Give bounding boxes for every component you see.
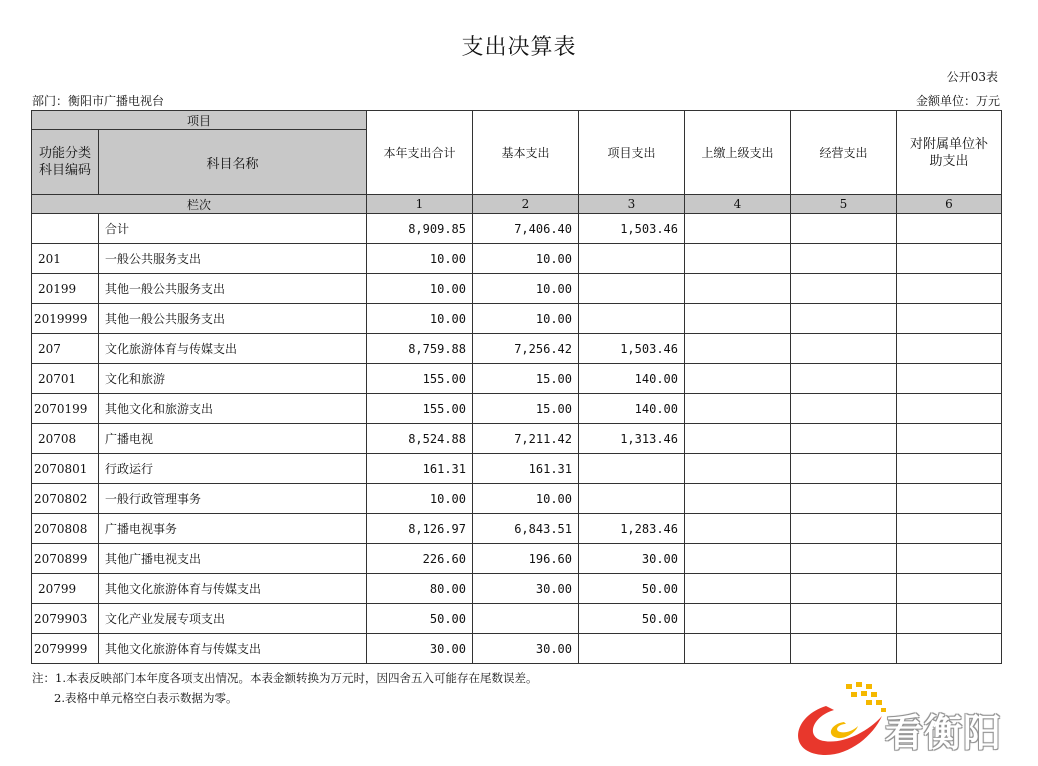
header-col-num: 4 bbox=[685, 195, 791, 214]
table-row bbox=[32, 244, 1002, 274]
cell-project: 50.00 bbox=[579, 604, 685, 634]
cell-upper bbox=[685, 304, 791, 334]
cell-business bbox=[791, 214, 897, 244]
cell-business bbox=[791, 364, 897, 394]
page-title: 支出决算表 bbox=[461, 35, 577, 60]
cell-project: 1,503.46 bbox=[579, 334, 685, 364]
cell-basic: 161.31 bbox=[473, 454, 579, 484]
cell-upper bbox=[685, 214, 791, 244]
cell-total: 155.00 bbox=[367, 394, 473, 424]
cell-business bbox=[791, 394, 897, 424]
table-row bbox=[32, 454, 1002, 484]
cell-upper bbox=[685, 274, 791, 304]
cell-business bbox=[791, 514, 897, 544]
cell-project bbox=[579, 634, 685, 664]
header-code: 功能分类科目编码 bbox=[32, 130, 99, 195]
cell-total: 10.00 bbox=[367, 244, 473, 274]
cell-upper bbox=[685, 394, 791, 424]
cell-name: 其他文化旅游体育与传媒支出 bbox=[99, 634, 367, 664]
cell-upper bbox=[685, 634, 791, 664]
notes bbox=[32, 668, 537, 708]
header-row-col-label: 栏次 bbox=[32, 195, 367, 214]
cell-business bbox=[791, 634, 897, 664]
cell-upper bbox=[685, 334, 791, 364]
table-row bbox=[32, 394, 1002, 424]
cell-project bbox=[579, 244, 685, 274]
table-row bbox=[32, 334, 1002, 364]
cell-subsidy bbox=[897, 634, 1002, 664]
cell-name: 广播电视 bbox=[99, 424, 367, 454]
cell-upper bbox=[685, 454, 791, 484]
cell-name: 其他一般公共服务支出 bbox=[99, 274, 367, 304]
header-col-num: 1 bbox=[367, 195, 473, 214]
cell-basic: 15.00 bbox=[473, 394, 579, 424]
cell-subsidy bbox=[897, 394, 1002, 424]
cell-total: 10.00 bbox=[367, 274, 473, 304]
cell-basic: 30.00 bbox=[473, 574, 579, 604]
table-row bbox=[32, 544, 1002, 574]
cell-total: 161.31 bbox=[367, 454, 473, 484]
cell-subsidy bbox=[897, 574, 1002, 604]
cell-name: 文化旅游体育与传媒支出 bbox=[99, 334, 367, 364]
table-row bbox=[32, 214, 1002, 244]
cell-total: 8,759.88 bbox=[367, 334, 473, 364]
header-col-project: 项目支出 bbox=[579, 111, 685, 195]
cell-basic: 196.60 bbox=[473, 544, 579, 574]
cell-code: 20799 bbox=[32, 574, 99, 604]
amount-unit-label: 金额单位：万元 bbox=[915, 94, 1000, 108]
cell-code: 2070801 bbox=[32, 454, 99, 484]
cell-project: 1,503.46 bbox=[579, 214, 685, 244]
cell-name: 行政运行 bbox=[99, 454, 367, 484]
cell-upper bbox=[685, 514, 791, 544]
cell-business bbox=[791, 454, 897, 484]
cell-basic: 10.00 bbox=[473, 274, 579, 304]
cell-name: 其他文化旅游体育与传媒支出 bbox=[99, 574, 367, 604]
cell-subsidy bbox=[897, 214, 1002, 244]
cell-project: 30.00 bbox=[579, 544, 685, 574]
cell-business bbox=[791, 244, 897, 274]
table-row bbox=[32, 604, 1002, 634]
cell-business bbox=[791, 424, 897, 454]
cell-business bbox=[791, 334, 897, 364]
cell-name: 一般公共服务支出 bbox=[99, 244, 367, 274]
cell-subsidy bbox=[897, 244, 1002, 274]
cell-total: 8,524.88 bbox=[367, 424, 473, 454]
cell-name: 文化和旅游 bbox=[99, 364, 367, 394]
header-col-num: 6 bbox=[897, 195, 1002, 214]
table-row bbox=[32, 574, 1002, 604]
header-col-upper: 上缴上级支出 bbox=[685, 111, 791, 195]
cell-business bbox=[791, 544, 897, 574]
cell-basic: 7,256.42 bbox=[473, 334, 579, 364]
cell-total: 226.60 bbox=[367, 544, 473, 574]
form-number: 公开03表 bbox=[946, 70, 998, 84]
cell-name: 合计 bbox=[99, 214, 367, 244]
table-row bbox=[32, 484, 1002, 514]
cell-project: 140.00 bbox=[579, 364, 685, 394]
cell-business bbox=[791, 274, 897, 304]
expenditure-table bbox=[31, 110, 1002, 664]
cell-upper bbox=[685, 244, 791, 274]
cell-name: 其他一般公共服务支出 bbox=[99, 304, 367, 334]
cell-subsidy bbox=[897, 544, 1002, 574]
cell-subsidy bbox=[897, 454, 1002, 484]
cell-business bbox=[791, 484, 897, 514]
cell-project: 1,313.46 bbox=[579, 424, 685, 454]
cell-upper bbox=[685, 544, 791, 574]
cell-subsidy bbox=[897, 424, 1002, 454]
cell-total: 50.00 bbox=[367, 604, 473, 634]
header-col-num: 2 bbox=[473, 195, 579, 214]
cell-basic: 15.00 bbox=[473, 364, 579, 394]
cell-code: 20708 bbox=[32, 424, 99, 454]
cell-code: 2070899 bbox=[32, 544, 99, 574]
cell-code bbox=[32, 214, 99, 244]
cell-subsidy bbox=[897, 604, 1002, 634]
header-col-num: 3 bbox=[579, 195, 685, 214]
cell-name: 文化产业发展专项支出 bbox=[99, 604, 367, 634]
cell-total: 155.00 bbox=[367, 364, 473, 394]
cell-basic: 30.00 bbox=[473, 634, 579, 664]
cell-subsidy bbox=[897, 484, 1002, 514]
cell-total: 10.00 bbox=[367, 484, 473, 514]
header-col-total: 本年支出合计 bbox=[367, 111, 473, 195]
cell-basic: 10.00 bbox=[473, 304, 579, 334]
cell-subsidy bbox=[897, 274, 1002, 304]
cell-subsidy bbox=[897, 364, 1002, 394]
cell-code: 201 bbox=[32, 244, 99, 274]
watermark-text: 看衡阳 bbox=[885, 711, 1003, 755]
header-col-subsidy: 对附属单位补助支出 bbox=[897, 111, 1002, 195]
cell-total: 30.00 bbox=[367, 634, 473, 664]
cell-code: 2079999 bbox=[32, 634, 99, 664]
cell-code: 2070199 bbox=[32, 394, 99, 424]
header-col-num: 5 bbox=[791, 195, 897, 214]
cell-code: 2019999 bbox=[32, 304, 99, 334]
cell-project bbox=[579, 304, 685, 334]
cell-basic: 10.00 bbox=[473, 244, 579, 274]
cell-upper bbox=[685, 574, 791, 604]
cell-code: 2079903 bbox=[32, 604, 99, 634]
cell-business bbox=[791, 574, 897, 604]
cell-project bbox=[579, 484, 685, 514]
header-project: 项目 bbox=[32, 111, 367, 130]
header-col-basic: 基本支出 bbox=[473, 111, 579, 195]
cell-subsidy bbox=[897, 334, 1002, 364]
cell-basic: 6,843.51 bbox=[473, 514, 579, 544]
cell-business bbox=[791, 304, 897, 334]
table-row bbox=[32, 304, 1002, 334]
cell-total: 80.00 bbox=[367, 574, 473, 604]
cell-code: 2070802 bbox=[32, 484, 99, 514]
cell-upper bbox=[685, 484, 791, 514]
cell-name: 广播电视事务 bbox=[99, 514, 367, 544]
cell-code: 20199 bbox=[32, 274, 99, 304]
cell-code: 20701 bbox=[32, 364, 99, 394]
table-row bbox=[32, 634, 1002, 664]
cell-project: 1,283.46 bbox=[579, 514, 685, 544]
cell-total: 8,126.97 bbox=[367, 514, 473, 544]
table-row bbox=[32, 364, 1002, 394]
cell-code: 2070808 bbox=[32, 514, 99, 544]
cell-basic: 10.00 bbox=[473, 484, 579, 514]
table-row bbox=[32, 274, 1002, 304]
cell-total: 8,909.85 bbox=[367, 214, 473, 244]
department-label: 部门：衡阳市广播电视台 bbox=[32, 94, 165, 108]
cell-name: 其他文化和旅游支出 bbox=[99, 394, 367, 424]
cell-business bbox=[791, 604, 897, 634]
note-1: 注：1.本表反映部门本年度各项支出情况。本表金额转换为万元时，因四舍五入可能存在尾数误差。 bbox=[32, 671, 538, 685]
cell-code: 207 bbox=[32, 334, 99, 364]
cell-basic: 7,211.42 bbox=[473, 424, 579, 454]
cell-project: 50.00 bbox=[579, 574, 685, 604]
cell-upper bbox=[685, 424, 791, 454]
cell-name: 一般行政管理事务 bbox=[99, 484, 367, 514]
table-body bbox=[32, 214, 1002, 664]
header-col-business: 经营支出 bbox=[791, 111, 897, 195]
note-2: 2.表格中单元格空白表示数据为零。 bbox=[54, 691, 238, 705]
table-row bbox=[32, 424, 1002, 454]
cell-upper bbox=[685, 604, 791, 634]
table-row bbox=[32, 514, 1002, 544]
cell-subsidy bbox=[897, 514, 1002, 544]
cell-project bbox=[579, 274, 685, 304]
cell-upper bbox=[685, 364, 791, 394]
header-name: 科目名称 bbox=[99, 130, 367, 195]
cell-name: 其他广播电视支出 bbox=[99, 544, 367, 574]
cell-subsidy bbox=[897, 304, 1002, 334]
cell-project: 140.00 bbox=[579, 394, 685, 424]
cell-project bbox=[579, 454, 685, 484]
cell-basic: 7,406.40 bbox=[473, 214, 579, 244]
cell-basic bbox=[473, 604, 579, 634]
cell-total: 10.00 bbox=[367, 304, 473, 334]
